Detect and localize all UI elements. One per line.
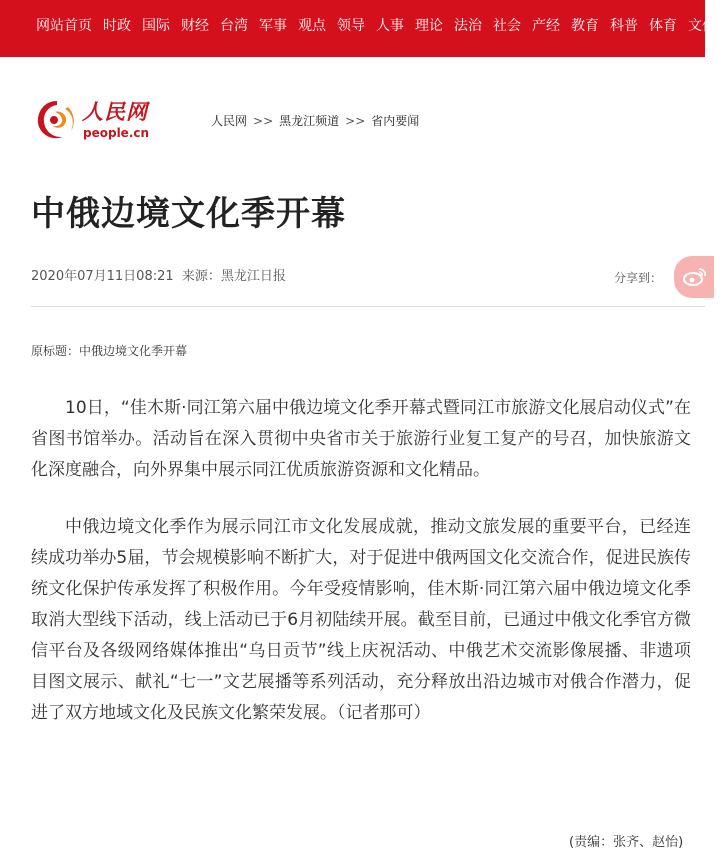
top-nav-bar: [0, 0, 716, 57]
nav-item[interactable]: 体育: [649, 18, 677, 34]
logo-en-text: people.cn: [83, 126, 150, 140]
nav-item[interactable]: 人事: [376, 18, 404, 34]
article-title: 中俄边境文化季开幕: [31, 194, 346, 234]
logo-swirl-icon: [34, 97, 80, 143]
original-title-label: 原标题：: [31, 344, 80, 358]
top-nav-list: [36, 17, 727, 35]
article-paragraph: 中俄边境文化季作为展示同江市文化发展成就，推动文旅发展的重要平台，已经连续成功举办5届，节会规模影响不断扩大，对于促进中俄两国文化交流合作，促进民族传统文化保护传承发挥了积极作用。今年受疫情影响，佳木斯·同江第六届中俄边境文化季取消大型线下活动，线上活动已于6月初陆续开展。截至目前，已通过中俄文化季官方微信平台及各级网络媒体推出“乌日贡节”线上庆祝活动、中俄艺术交流影像展播、非遗项目图文展示、献礼“七一”文艺展播等系列活动，充分释放出沿边城市对俄合作潜力，促进了双方地域文化及民族文化繁荣发展。（记者那可）: [31, 517, 691, 723]
nav-item[interactable]: 国际: [142, 18, 170, 34]
breadcrumb-heilongjiang[interactable]: 黑龙江频道: [279, 114, 340, 128]
nav-item[interactable]: 财经: [181, 18, 209, 34]
original-title: [31, 342, 187, 360]
nav-item[interactable]: 理论: [415, 18, 443, 34]
nav-item[interactable]: 领导: [337, 18, 365, 34]
original-title-text: 中俄边境文化季开幕: [79, 344, 188, 358]
editor-credit: (责编：张齐、赵怡): [569, 835, 684, 850]
nav-item[interactable]: 文化: [688, 18, 716, 34]
source-link[interactable]: 黑龙江日报: [220, 269, 286, 284]
nav-item[interactable]: 法治: [454, 18, 482, 34]
article-paragraph: 10日，“佳木斯·同江第六届中俄边境文化季开幕式暨同江市旅游文化展启动仪式”在省图书馆举办。活动旨在深入贯彻中央省市关于旅游行业复工复产的号召，加快旅游文化深度融合，向外界集中展示同江优质旅游资源和文化精品。: [31, 398, 691, 480]
breadcrumb: [211, 113, 419, 129]
nav-item[interactable]: 网站首页: [36, 18, 92, 34]
weibo-icon: [683, 267, 707, 287]
breadcrumb-separator: >>: [253, 114, 274, 128]
logo-cn-text: 人民网: [82, 99, 148, 124]
people-cn-logo[interactable]: [34, 97, 152, 143]
nav-item[interactable]: 社会: [493, 18, 521, 34]
nav-item[interactable]: 台湾: [220, 18, 248, 34]
article-meta: [31, 268, 286, 286]
nav-item[interactable]: 科普: [610, 18, 638, 34]
breadcrumb-provincial-news[interactable]: 省内要闻: [371, 114, 420, 128]
source-label: 来源：: [181, 269, 221, 284]
header-divider: [31, 306, 705, 307]
share-label: 分享到：: [614, 271, 663, 285]
share-weibo-button[interactable]: [674, 256, 714, 298]
nav-item[interactable]: 产经: [532, 18, 560, 34]
nav-item[interactable]: 时政: [103, 18, 131, 34]
nav-item[interactable]: 军事: [259, 18, 287, 34]
breadcrumb-separator: >>: [345, 114, 366, 128]
nav-item[interactable]: 教育: [571, 18, 599, 34]
breadcrumb-people[interactable]: 人民网: [211, 114, 248, 128]
article-datetime: 2020年07月11日08:21: [31, 269, 174, 284]
nav-item[interactable]: 观点: [298, 18, 326, 34]
